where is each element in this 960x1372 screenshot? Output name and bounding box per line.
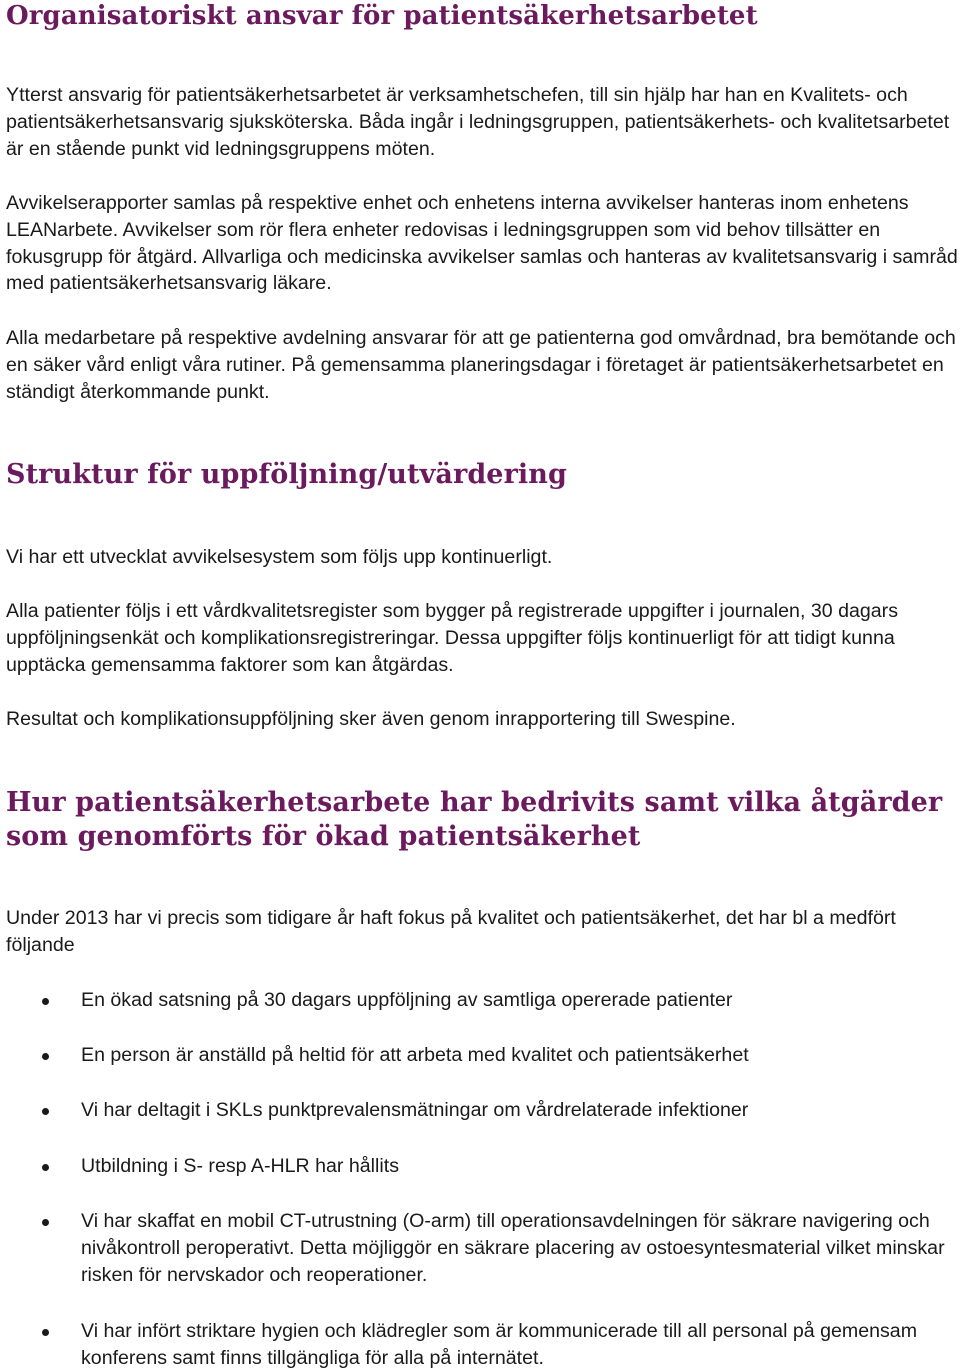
bullet-icon [42,1219,49,1226]
section-heading-organisatoriskt-ansvar: Organisatoriskt ansvar för patientsäkerhetsarbetet [6,1,758,31]
list-item-text: Vi har infört striktare hygien och klädregler som är kommunicerade till all personal på gemensam konferens samt finns tillgängliga för alla på internätet. [81,1320,918,1369]
section-heading-struktur: Struktur för uppföljning/utvärdering [6,459,567,490]
list-item [6,1153,960,1180]
list-item [6,987,960,1014]
list-item [6,1042,960,1069]
paragraph-under-2013: Under 2013 har vi precis som tidigare år haft fokus på kvalitet och patientsäkerhet, det har bl a medfört följande [6,907,896,956]
list-item-text: Vi har skaffat en mobil CT-utrustning (O-arm) till operationsavdelningen för säkrare navigering och nivåkontroll peroperativt. Detta möjliggör en säkrare placering av ostoesyntesmaterial vilket minskar risken för nervskador och reoperationer. [81,1210,945,1286]
bullet-icon [42,1329,49,1336]
bullet-icon [42,1108,49,1115]
list-item-text: Utbildning i S- resp A-HLR har hållits [81,1155,399,1177]
list-item-text: En person är anställd på heltid för att arbeta med kvalitet och patientsäkerhet [81,1044,749,1066]
paragraph-avvikelserapporter: Avvikelserapporter samlas på respektive enhet och enhetens interna avvikelser hanteras inom enhetens LEANarbete. Avvikelser som rör flera enheter redovisas i ledningsgruppen som vid behov tillsätter en fokusgrupp för åtgärd. Allvarliga och medicinska avvikelser samlas och hanteras av kvalitetsansvarig i samråd med patientsäkerhetsansvarig läkare. [6,192,958,295]
list-item [6,1318,960,1372]
section-heading-atgarder: Hur patientsäkerhetsarbete har bedrivits samt vilka åtgärder som genomförts för ökad patientsäkerhet [6,787,943,852]
paragraph-vardkvalitetsregister: Alla patienter följs i ett vårdkvalitetsregister som bygger på registrerade uppgifter i journalen, 30 dagars uppföljningsenkät och komplikationsregistreringar. Dessa uppgifter följs kontinuerligt för att tidigt kunna upptäcka gemensamma faktorer som kan åtgärdas. [6,600,898,676]
list-item-text: En ökad satsning på 30 dagars uppföljning av samtliga opererade patienter [81,989,733,1011]
list-item-text: Vi har deltagit i SKLs punktprevalensmätningar om vårdrelaterade infektioner [81,1099,749,1121]
list-item [6,1208,960,1288]
list-item [6,1097,960,1124]
paragraph-avvikelsesystem: Vi har ett utvecklat avvikelsesystem som följs upp kontinuerligt. [6,546,553,568]
bullet-icon [42,1053,49,1060]
paragraph-ansvar: Ytterst ansvarig för patientsäkerhetsarbetet är verksamhetschefen, till sin hjälp har han en Kvalitets- och patientsäkerhetsansvarig sjuksköterska. Båda ingår i ledningsgruppen, patientsäkerhets- och kvalitetsarbetet är en stående punkt vid ledningsgruppens möten. [6,84,950,160]
bullet-icon [42,998,49,1005]
bullet-icon [42,1164,49,1171]
paragraph-medarbetare: Alla medarbetare på respektive avdelning ansvarar för att ge patienterna god omvårdnad, bra bemötande och en säker vård enligt våra rutiner. På gemensamma planeringsdagar i företaget är patientsäkerhetsarbetet en ständigt återkommande punkt. [6,327,956,403]
paragraph-swespine: Resultat och komplikationsuppföljning sker även genom inrapportering till Swespine. [6,708,736,730]
